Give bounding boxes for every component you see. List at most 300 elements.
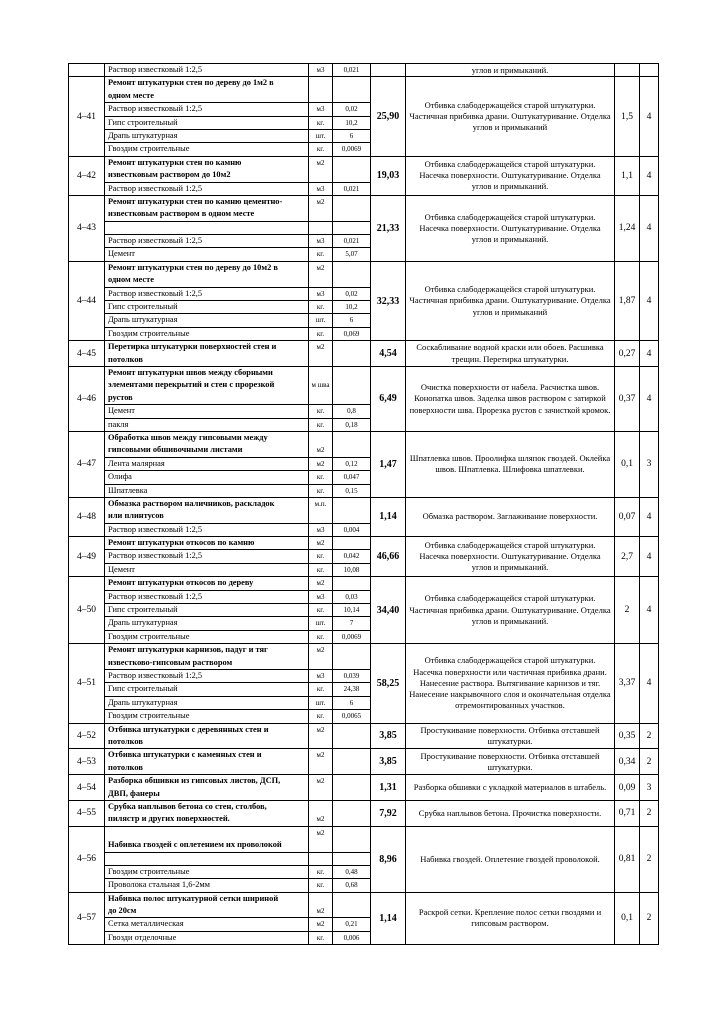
material-quantity (333, 510, 370, 522)
row-units (309, 800, 333, 826)
table-row (69, 775, 659, 801)
material-unit: кг. (309, 247, 332, 260)
row-work-content: Шпатлевка швов. Проолифка шляпок гвоздей. Оклейка швов. Шпатлевка. Шлифовка шпатлевки. (406, 431, 615, 497)
row-price: 7,92 (371, 800, 406, 826)
row-units (309, 261, 333, 340)
material-unit: кг. (309, 142, 332, 155)
material-quantity: 10,14 (333, 603, 370, 616)
row-work-content: Отбивка слабодержащейся старой штукатурки. Насечка поверхности. Оштукатуривание. Отделка углов и примыканий. (406, 537, 615, 577)
material-name: Проволока стальная 1,6-2мм (105, 878, 308, 891)
material-quantity: 10,2 (333, 300, 370, 313)
material-quantity (333, 341, 370, 353)
material-unit: м.п. (314, 499, 327, 508)
row-code: 4–51 (69, 644, 105, 723)
material-unit: кг. (309, 470, 332, 483)
material-unit: м2 (309, 457, 332, 470)
material-unit: кг. (309, 865, 332, 878)
row-work-content: Отбивка слабодержащейся старой штукатурки. Частичная прибивка драни. Оштукатуривание. Отделка углов и примыканий (406, 261, 615, 340)
row-code (69, 64, 105, 77)
row-units (309, 195, 333, 261)
work-title-line: известковым раствором в одном месте (108, 209, 255, 219)
material-quantity (333, 839, 370, 851)
material-name: Гвоздим строительные (105, 709, 308, 722)
row-description (105, 644, 309, 723)
material-name: Гвоздим строительные (105, 327, 308, 340)
table-row (69, 644, 659, 723)
material-quantity: 0,006 (333, 931, 370, 944)
material-quantity: 0,02 (333, 102, 370, 115)
row-work-content: Отбивка слабодержащейся старой штукатурки. Насечка поверхности или частичная прибивка драни. Нанесение раствора. Вытягивание карнизов и тяг. Нанесение накрывочного слоя и окончательная отделка отремонтированных участков. (406, 644, 615, 723)
material-name: Гвоздим строительные (105, 142, 308, 155)
table-row (69, 77, 659, 156)
row-coefficient: 2,7 (615, 537, 640, 577)
row-coefficient: 3,37 (615, 644, 640, 723)
material-unit: шт. (309, 616, 332, 629)
row-code: 4–42 (69, 156, 105, 195)
material-quantity (333, 444, 370, 456)
row-work-content: Разборка обшивки с укладкой материалов в штабель. (406, 775, 615, 801)
row-category: 4 (640, 537, 659, 577)
material-quantity: 0,15 (333, 484, 370, 497)
material-name: Цемент (105, 563, 308, 576)
row-description (105, 826, 309, 892)
row-units (309, 826, 333, 892)
row-category: 4 (640, 195, 659, 261)
row-coefficient: 0,09 (615, 775, 640, 801)
row-quantities (333, 261, 371, 340)
material-name: Цемент (105, 247, 308, 260)
row-category: 4 (640, 261, 659, 340)
material-unit: м3 (316, 66, 325, 74)
material-unit: кг. (309, 878, 332, 891)
material-quantity (333, 736, 370, 748)
row-description (105, 431, 309, 497)
material-name: Раствор известковый 1:2,5 (105, 523, 308, 536)
material-name: Лента малярная (105, 457, 308, 470)
table-row (69, 723, 659, 749)
work-title-line: пилястр и других поверхностей. (108, 814, 230, 824)
material-unit (309, 354, 332, 366)
row-price: 58,25 (371, 644, 406, 723)
material-quantity (333, 157, 370, 169)
material-unit (309, 657, 332, 669)
row-code: 4–57 (69, 892, 105, 945)
material-name: Гипс строительный (105, 682, 308, 695)
row-units (309, 577, 333, 644)
table-row (69, 64, 659, 77)
material-name: Драпь штукатурная (105, 129, 308, 142)
work-title-line: потолков (108, 354, 143, 364)
row-coefficient: 0,1 (615, 892, 640, 945)
material-quantity (333, 379, 370, 391)
table-row (69, 537, 659, 577)
material-quantity: 0,68 (333, 878, 370, 891)
row-code: 4–47 (69, 431, 105, 497)
material-name: Драпь штукатурная (105, 616, 308, 629)
material-quantity: 0,12 (333, 457, 370, 470)
row-work-content: Соскабливание водной краски или обоев. Расшивка трещин. Перетирка штукатурки. (406, 341, 615, 367)
row-coefficient: 0,1 (615, 431, 640, 497)
row-price: 3,85 (371, 723, 406, 749)
material-quantity (333, 749, 370, 761)
material-quantity: 0,042 (333, 549, 370, 562)
material-name (105, 827, 308, 839)
material-unit: кг. (309, 563, 332, 576)
material-unit: м3 (309, 590, 332, 603)
material-unit (309, 208, 332, 220)
work-title-line: Ремонт штукатурки стен по камню (108, 157, 242, 167)
material-name: Гвоздим строительные (105, 865, 308, 878)
row-price: 25,90 (371, 77, 406, 156)
work-title-line: Ремонт штукатурки откосов по дереву (108, 578, 254, 588)
material-quantity (333, 498, 370, 510)
material-name: Гипс строительный (105, 116, 308, 129)
work-title-line: потолков (108, 762, 143, 772)
material-unit: м2 (309, 917, 332, 930)
row-description (105, 156, 309, 195)
row-code: 4–49 (69, 537, 105, 577)
material-quantity (333, 657, 370, 669)
row-description (105, 775, 309, 801)
row-quantities (333, 431, 371, 497)
row-work-content: Отбивка слабодержащейся старой штукатурки. Насечка поверхности. Оштукатуривание. Отделка углов и примыканий. (406, 156, 615, 195)
row-units (309, 723, 333, 749)
material-quantity (333, 644, 370, 656)
material-unit (309, 510, 332, 522)
row-coefficient: 1,87 (615, 261, 640, 340)
row-price: 4,54 (371, 341, 406, 367)
material-unit: м2 (316, 907, 325, 916)
row-price: 1,31 (371, 775, 406, 801)
material-name: Гипс строительный (105, 603, 308, 616)
work-title-line: Набивка гвоздей с оплетением их проволокой (108, 840, 282, 850)
material-quantity: 0,039 (333, 669, 370, 682)
row-category: 4 (640, 341, 659, 367)
work-title-line: до 20см (108, 906, 137, 916)
row-quantities (333, 800, 371, 826)
row-code: 4–56 (69, 826, 105, 892)
row-code: 4–43 (69, 195, 105, 261)
row-work-content: Очистка поверхности от набела. Расчистка швов. Конопатка швов. Заделка швов раствором с затиркой поверхности шва. Прорезка рустов с зачисткой кромок. (406, 367, 615, 432)
material-unit (309, 169, 332, 181)
material-unit (309, 90, 332, 102)
row-price: 1,14 (371, 497, 406, 536)
row-quantities (333, 892, 371, 945)
material-quantity: 0,021 (333, 234, 370, 247)
material-quantity (333, 208, 370, 220)
work-title-line: или плинтусов (108, 511, 164, 521)
material-unit (309, 762, 332, 774)
material-quantity: 0,021 (343, 66, 360, 74)
row-quantities (333, 497, 371, 536)
material-quantity (333, 813, 370, 825)
table-row (69, 577, 659, 644)
material-name: Олифа (105, 470, 308, 483)
material-unit: кг. (309, 682, 332, 695)
material-unit: шт. (309, 129, 332, 142)
material-unit: кг. (309, 116, 332, 129)
row-units (309, 341, 333, 367)
row-price: 6,49 (371, 367, 406, 432)
material-unit: м2 (316, 579, 325, 588)
work-title-line: известковым раствором до 10м2 (108, 170, 231, 180)
row-coefficient: 1,5 (615, 77, 640, 156)
material-quantity: 7 (333, 616, 370, 629)
row-description (105, 892, 309, 945)
row-coefficient: 0,07 (615, 497, 640, 536)
material-quantity: 24,38 (333, 682, 370, 695)
material-unit (309, 839, 332, 851)
row-price: 1,47 (371, 431, 406, 497)
material-quantity (333, 77, 370, 89)
material-quantity (333, 827, 370, 839)
work-title-line: гипсовыми обшивочными листами (108, 445, 243, 455)
row-category: 3 (640, 431, 659, 497)
row-code: 4–41 (69, 77, 105, 156)
row-units (309, 497, 333, 536)
material-unit (309, 432, 332, 444)
row-work-content: Отбивка слабодержащейся старой штукатурки. Насечка поверхности. Оштукатуривание. Отделка углов и примыканий. (406, 195, 615, 261)
material-quantity: 6 (333, 696, 370, 709)
row-quantities (333, 826, 371, 892)
row-category: 4 (640, 644, 659, 723)
material-quantity (333, 801, 370, 813)
material-unit: м2 (316, 751, 325, 760)
material-unit: м2 (316, 539, 325, 548)
work-title-line: Перетирка штукатурки поверхностей стен и (108, 342, 277, 352)
row-units (309, 431, 333, 497)
row-description (105, 800, 309, 826)
material-unit (309, 852, 332, 865)
material-unit: кг. (309, 300, 332, 313)
material-quantity (333, 905, 370, 917)
material-quantity: 0,03 (333, 590, 370, 603)
material-unit: м2 (316, 263, 325, 272)
material-name: Раствор известковый 1:2,5 (105, 590, 308, 603)
material-unit: кг. (309, 327, 332, 340)
material-name: Раствор известковый 1:2,5 (105, 102, 308, 115)
row-description (105, 749, 309, 775)
material-unit: кг. (309, 603, 332, 616)
material-unit: кг. (309, 931, 332, 944)
row-quantities (333, 749, 371, 775)
row-coefficient: 1,1 (615, 156, 640, 195)
row-code: 4–48 (69, 497, 105, 536)
row-description (105, 64, 309, 77)
material-quantity: 0,004 (333, 523, 370, 536)
material-quantity (333, 852, 370, 865)
row-price: 32,33 (371, 261, 406, 340)
row-category: 2 (640, 892, 659, 945)
material-quantity: 0,8 (333, 404, 370, 417)
row-work-content: Простукивание поверхности. Отбивка отставшей штукатурки. (406, 723, 615, 749)
work-title-line: Обработка швов между гипсовыми между (108, 432, 268, 442)
row-category: 3 (640, 775, 659, 801)
material-name (105, 221, 308, 234)
material-unit: кг. (309, 484, 332, 497)
work-title-line: Ремонт штукатурки карнизов, падуг и тяг (108, 645, 268, 655)
material-unit: м3 (309, 234, 332, 247)
material-name: Шпатлевка (105, 484, 308, 497)
row-units (309, 892, 333, 945)
row-description (105, 367, 309, 432)
material-unit: кг. (309, 418, 332, 431)
work-title-line: Ремонт штукатурки стен по дереву до 1м2 в (108, 78, 274, 88)
material-quantity (333, 354, 370, 366)
row-price: 46,66 (371, 537, 406, 577)
row-quantities (333, 64, 371, 77)
table-row (69, 431, 659, 497)
row-units (309, 77, 333, 156)
row-coefficient: 1,24 (615, 195, 640, 261)
table-row (69, 892, 659, 945)
table-row (69, 156, 659, 195)
row-category: 4 (640, 77, 659, 156)
row-price: 3,85 (371, 749, 406, 775)
material-quantity (333, 788, 370, 800)
material-unit (309, 736, 332, 748)
material-quantity: 0,48 (333, 865, 370, 878)
material-quantity: 6 (333, 129, 370, 142)
material-quantity: 6 (333, 313, 370, 326)
material-quantity (333, 893, 370, 905)
material-name (105, 852, 308, 865)
row-category: 4 (640, 367, 659, 432)
row-units (309, 64, 333, 77)
material-unit: м3 (309, 182, 332, 195)
material-unit: м2 (316, 197, 325, 206)
material-name: Гипс строительный (105, 300, 308, 313)
material-name: Драпь штукатурная (105, 313, 308, 326)
row-description (105, 497, 309, 536)
material-name: Драпь штукатурная (105, 696, 308, 709)
material-quantity (333, 367, 370, 379)
row-code: 4–46 (69, 367, 105, 432)
material-quantity: 0,021 (333, 182, 370, 195)
row-quantities (333, 775, 371, 801)
row-coefficient: 0,37 (615, 367, 640, 432)
work-title-line: Набивка полос штукатурной сетки шириной (108, 893, 279, 903)
row-category: 2 (640, 749, 659, 775)
row-work-content: Срубка наплывов бетона. Прочистка поверхности. (406, 800, 615, 826)
work-title-line: потолков (108, 736, 143, 746)
row-category: 4 (640, 577, 659, 644)
row-work-content: Набивка гвоздей. Оплетение гвоздей проволокой. (406, 826, 615, 892)
material-unit: м2 (316, 777, 325, 786)
material-name: пакля (105, 418, 308, 431)
row-coefficient: 2 (615, 577, 640, 644)
material-unit: м шва (311, 381, 330, 390)
work-title-line: Ремонт штукатурки откосов по камню (108, 538, 255, 548)
row-coefficient (615, 64, 640, 77)
row-code: 4–52 (69, 723, 105, 749)
row-price: 21,33 (371, 195, 406, 261)
table-row (69, 367, 659, 432)
material-quantity: 10,08 (333, 563, 370, 576)
work-title-line: одном месте (108, 275, 154, 285)
row-quantities (333, 367, 371, 432)
row-work-content: Отбивка слабодержащейся старой штукатурки. Частичная прибивка драни. Оштукатуривание. Отделка углов и примыканий. (406, 577, 615, 644)
material-quantity: 0,18 (333, 418, 370, 431)
material-name: Раствор известковый 1:2,5 (105, 287, 308, 300)
material-unit: м3 (309, 669, 332, 682)
work-title-line: ДВП, фанеры (108, 788, 160, 798)
material-quantity (333, 775, 370, 787)
material-quantity (333, 762, 370, 774)
row-description (105, 261, 309, 340)
material-name: Раствор известковый 1:2,5 (105, 669, 308, 682)
material-quantity (333, 221, 370, 234)
table-row (69, 261, 659, 340)
row-description (105, 723, 309, 749)
row-price (371, 64, 406, 77)
material-quantity: 10,2 (333, 116, 370, 129)
material-quantity (333, 262, 370, 274)
material-unit: м3 (309, 102, 332, 115)
row-category: 4 (640, 156, 659, 195)
material-unit: м2 (316, 725, 325, 734)
row-code: 4–50 (69, 577, 105, 644)
work-title-line: известково-гипсовым раствором (108, 657, 233, 667)
material-name: Гвоздим строительные (105, 630, 308, 643)
material-quantity (333, 432, 370, 444)
row-description (105, 537, 309, 577)
row-price: 8,96 (371, 826, 406, 892)
material-unit: кг. (309, 404, 332, 417)
material-name: Сетка металлическая (105, 917, 308, 930)
material-quantity: 0,0069 (333, 630, 370, 643)
work-title-line: Обмазка раствором наличников, раскладок (108, 498, 275, 508)
material-quantity (333, 90, 370, 102)
material-quantity (333, 577, 370, 589)
row-category (640, 64, 659, 77)
row-coefficient: 0,71 (615, 800, 640, 826)
material-unit: кг. (309, 549, 332, 562)
row-quantities (333, 577, 371, 644)
work-title-line: рустов (108, 392, 133, 402)
material-quantity (333, 537, 370, 549)
row-code: 4–54 (69, 775, 105, 801)
material-unit: м2 (316, 828, 325, 837)
row-description (105, 341, 309, 367)
row-coefficient: 0,27 (615, 341, 640, 367)
material-name: Раствор известковый 1:2,5 (108, 65, 203, 74)
table-row (69, 497, 659, 536)
table-row (69, 749, 659, 775)
table-row (69, 826, 659, 892)
material-quantity: 0,0065 (333, 709, 370, 722)
row-units (309, 537, 333, 577)
material-unit: м2 (316, 343, 325, 352)
row-quantities (333, 156, 371, 195)
work-title-line: одном месте (108, 90, 154, 100)
row-coefficient: 0,35 (615, 723, 640, 749)
work-title-line: элементами перекрытий и стен с прорезкой (108, 380, 275, 390)
row-category: 2 (640, 800, 659, 826)
material-name: Раствор известковый 1:2,5 (105, 182, 308, 195)
table-row (69, 195, 659, 261)
row-work-content: Отбивка слабодержащейся старой штукатурки. Частичная прибивка драни. Оштукатуривание. Отделка углов и примыканий (406, 77, 615, 156)
row-work-content: Простукивание поверхности. Отбивка отставшей штукатурки. (406, 749, 615, 775)
material-quantity: 0,047 (333, 470, 370, 483)
material-unit (309, 274, 332, 286)
row-code: 4–55 (69, 800, 105, 826)
material-unit (309, 367, 332, 379)
material-unit (309, 801, 332, 813)
material-unit: шт. (309, 313, 332, 326)
row-work-content: Раскрой сетки. Крепление полос сетки гвоздями и гипсовым раствором. (406, 892, 615, 945)
material-unit: м3 (309, 287, 332, 300)
